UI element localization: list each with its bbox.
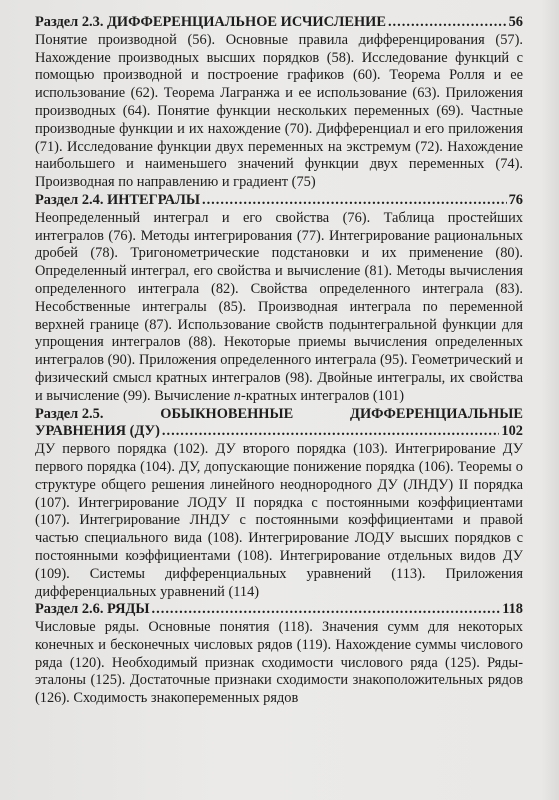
section-heading-2-6	[35, 601, 523, 619]
section-heading-2-3	[35, 14, 523, 32]
leader-dots	[162, 423, 500, 441]
section-page-number: 118	[502, 601, 523, 618]
section-contents-tail: -кратных интегралов (101)	[240, 387, 405, 404]
variable-n: n	[233, 387, 241, 404]
section-contents: ДУ первого порядка (102). ДУ второго порядка (103). Интегрирование ДУ первого порядка (104). ДУ, допускающие понижение порядка (106). Теоремы о структуре общего решения линейного неоднородного ДУ (ЛНДУ) II порядка (107). Интегрирование ЛОДУ II порядка с постоянными коэффициентами (107). Интегрирование ЛНДУ с постоянными коэффициентами и правой частью специального вида (108). Интегрирование ЛОДУ высших порядков с постоянными коэффициентами (108). Интегрирование отдельных видов ДУ (109). Системы дифференциальных уравнений (113). Приложения дифференциальных уравнений (114)	[35, 441, 523, 600]
section-title-word: ДИФФЕРЕНЦИАЛЬНЫЕ	[350, 405, 523, 422]
section-page-number: 56	[508, 14, 523, 30]
section-title-continued: УРАВНЕНИЯ (ДУ)	[35, 423, 160, 440]
leader-dots	[202, 192, 507, 210]
section-heading-2-4	[35, 192, 523, 210]
section-title: Раздел 2.3. ДИФФЕРЕНЦИАЛЬНОЕ ИСЧИСЛЕНИЕ	[35, 14, 386, 30]
section-contents-main: Неопределенный интеграл и его свойства (76). Таблица простейших интегралов (76). Методы интегрирования (77). Интегрирование рациональных дробей (78). Тригонометрические подстановки и их применение (80). Определенный интеграл, его свойства и вычисление (81). Методы вычисления определенного интеграла (82). Свойства определенного интеграла (83). Несобственные интегралы (85). Производная интеграла по переменной верхней границе (87). Использование свойств подынтегральной функции для упрощения интегралов (88). Некоторые приемы вычисления определенных интегралов (90). Приложения определенного интеграла (95). Геометрический и физический смысл кратных интегралов (98). Двойные интегралы, их свойства и вычисление (99). Вычисление	[35, 209, 523, 404]
page-edge-shadow	[541, 0, 559, 800]
section-contents	[35, 210, 523, 406]
section-page-number: 76	[508, 191, 523, 208]
section-heading-2-5	[35, 406, 523, 442]
leader-dots	[388, 14, 507, 32]
table-of-contents	[35, 14, 523, 708]
section-number: Раздел 2.5.	[35, 405, 104, 422]
leader-dots	[152, 601, 501, 619]
section-title: Раздел 2.6. РЯДЫ	[35, 601, 150, 618]
section-contents: Числовые ряды. Основные понятия (118). Значения сумм для некоторых конечных и бесконечных числовых рядов (119). Нахождение суммы числового ряда (120). Необходимый признак сходимости числового ряда (125). Ряды-эталоны (125). Достаточные признаки сходимости знакоположительных рядов (126). Сходимость знакопеременных рядов	[35, 619, 523, 707]
section-title: Раздел 2.4. ИНТЕГРАЛЫ	[35, 191, 200, 208]
section-title-word: ОБЫКНОВЕННЫЕ	[160, 405, 294, 422]
section-page-number: 102	[501, 423, 523, 440]
section-contents: Понятие производной (56). Основные правила дифференцирования (57). Нахождение производных высших порядков (58). Исследование функций с помощью производной и построение графиков (60). Теорема Ролля и ее использование (62). Теорема Лагранжа и ее использование (63). Приложения производных (64). Понятие функции нескольких переменных (69). Частные производные функции и их нахождение (70). Дифференциал и его приложения (71). Исследование функции двух переменных на экстремум (72). Нахождение наибольшего и наименьшего значений функции двух переменных (74). Производная по направлению и градиент (75)	[35, 31, 523, 191]
